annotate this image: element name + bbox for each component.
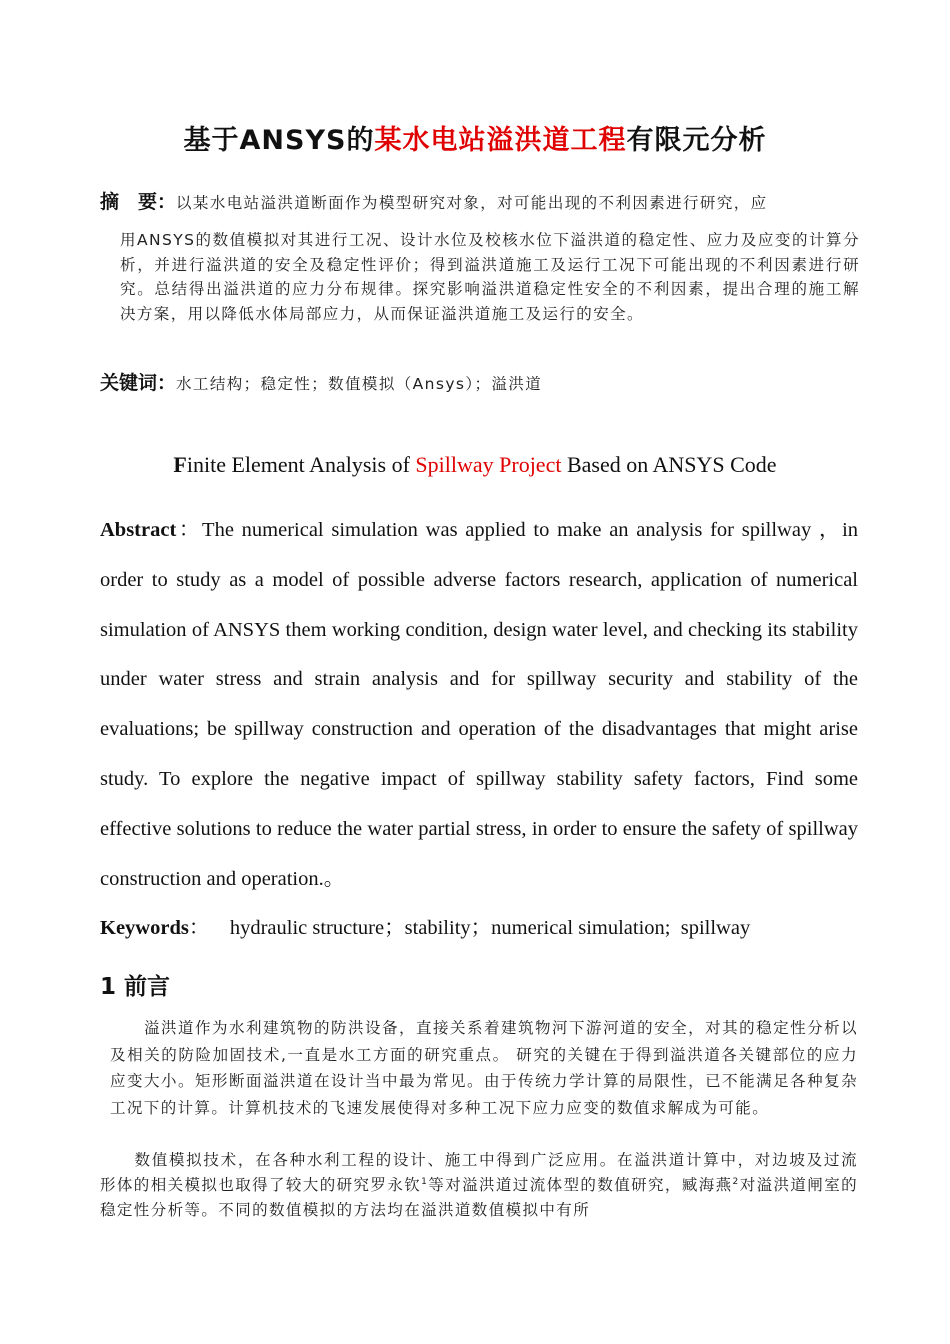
paragraph-2-part-c: 对溢洪道闸室的稳定性分析等。不同的数值模拟的方法均在溢洪道数值模拟中有所 [100, 1176, 859, 1219]
abstract-cn-first-line [100, 189, 860, 216]
english-title-highlight: Spillway Project [415, 452, 562, 477]
keywords-en-text: ： hydraulic structure；stability；numerical simulation; spillway [188, 917, 751, 939]
english-title-suffix: Based on ANSYS Code [561, 452, 777, 477]
keywords-cn-label: 关键词： [100, 372, 177, 394]
keywords-en [100, 913, 860, 943]
keywords-cn-text: 水工结构；稳定性；数值模拟（Ansys）；溢洪道 [176, 375, 543, 393]
english-title [0, 452, 950, 478]
keywords-cn [100, 370, 860, 397]
paragraph-2-part-a: 数值模拟技术，在各种水利工程的设计、施工中得到广泛应用。在溢洪道计算中，对边坡及过流形体的相关模拟也取得了较大的研究罗永钦 [100, 1151, 858, 1194]
english-title-initial: F [173, 452, 187, 477]
citation-ref-2: 2 [732, 1176, 740, 1187]
section-heading: 1 前言 [100, 974, 171, 1000]
paragraph-2-part-b: 等对溢洪道过流体型的数值研究，臧海燕 [428, 1176, 733, 1194]
abstract-cn-first-text: 以某水电站溢洪道断面作为模型研究对象，对可能出现的不利因素进行研究，应 [176, 194, 768, 212]
abstract-en [100, 506, 858, 904]
section1-paragraph-1: 溢洪道作为水利建筑物的防洪设备，直接关系着建筑物河下游河道的安全，对其的稳定性分析以及相关的防险加固技术,一直是水工方面的研究重点。 研究的关键在于得到溢洪道各关键部位的应力应变大小。矩形断面溢洪道在设计当中最为常见。由于传统力学计算的局限性，已不能满足各种复杂工况下的计算。计算机技术的飞速发展使得对多种工况下应力应变的数值求解成为可能。 [110, 1019, 858, 1117]
abstract-en-text: The numerical simulation was applied to make an analysis for spillway ，in order to study as a model of possible adverse factors research, application of numerical simulation of ANSYS them working condition, design water level, and checking its stability under water stress and strain analysis and for spillway security and stability of the evaluations; be spillway construction and operation of the disadvantages that might arise study. To explore the negative impact of spillway stability safety factors, Find some effective solutions to reduce the water partial stress, in order to ensure the safety of spillway construction and operation.。 [100, 519, 859, 890]
keywords-en-label: Keywords [100, 917, 189, 939]
abstract-en-label: Abstract [100, 519, 177, 541]
abstract-cn-label: 摘 要： [100, 191, 177, 213]
abstract-en-separator: ： [176, 519, 203, 541]
paper-title [0, 118, 950, 157]
abstract-cn-body: 用ANSYS的数值模拟对其进行工况、设计水位及校核水位下溢洪道的稳定性、应力及应变的计算分析，并进行溢洪道的安全及稳定性评价；得到溢洪道施工及运行工况下可能出现的不利因素进行研究。总结得出溢洪道的应力分布规律。探究影响溢洪道稳定性安全的不利因素，提出合理的施工解决方案，用以降低水体局部应力，从而保证溢洪道施工及运行的安全。 [120, 231, 860, 323]
english-title-prefix: inite Element Analysis of [186, 452, 416, 477]
citation-ref-1: 1 [421, 1176, 429, 1187]
section1-paragraph-2 [100, 1148, 858, 1223]
title-suffix: 有限元分析 [626, 125, 767, 156]
title-highlight: 某水电站溢洪道工程 [374, 125, 627, 156]
title-prefix: 基于ANSYS的 [183, 125, 375, 156]
